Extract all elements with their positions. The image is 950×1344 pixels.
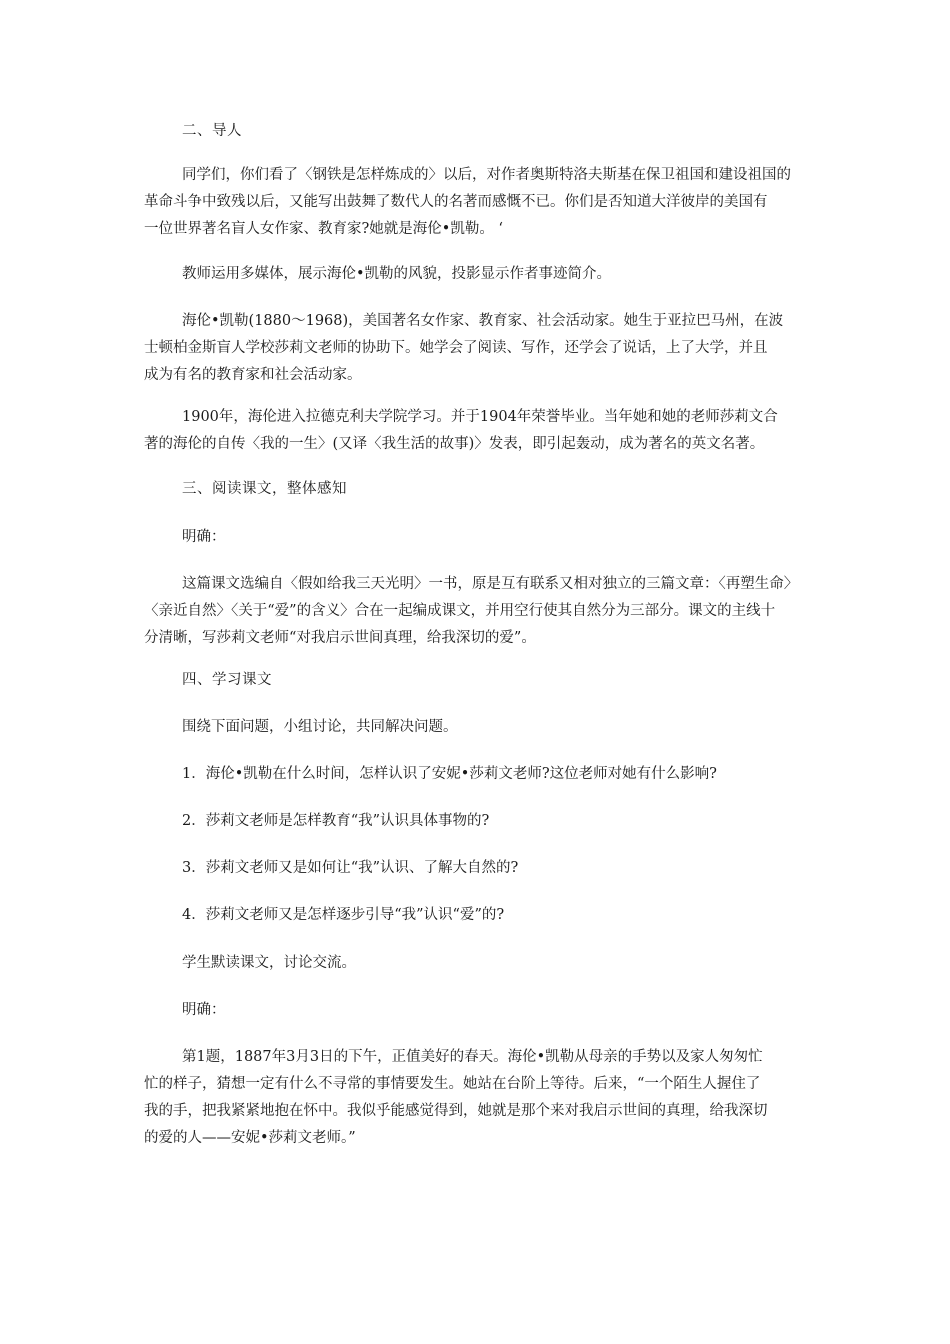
paragraph-p1 <box>144 162 808 243</box>
text-line: 一位世界著名盲人女作家、教育家?她就是海伦•凯勒。 ‘ <box>144 221 504 237</box>
text-line: 明确： <box>182 1002 226 1018</box>
paragraph-p3 <box>144 308 808 389</box>
text-line: 教师运用多媒体，展示海伦•凯勒的风貌，投影显示作者事迹简介。 <box>182 266 612 282</box>
section-heading-s4 <box>144 667 808 694</box>
text-line: 围绕下面问题，小组讨论，共同解决问题。 <box>182 719 458 735</box>
paragraph-q2 <box>144 808 808 835</box>
paragraph-q3 <box>144 855 808 882</box>
paragraph-p7 <box>144 714 808 741</box>
text-line: 4．莎莉文老师又是怎样逐步引导“我”认识“爱”的? <box>182 907 505 923</box>
text-line: 成为有名的教育家和社会活动家。 <box>144 367 362 383</box>
paragraph-p2 <box>144 261 808 288</box>
paragraph-p4 <box>144 404 808 458</box>
text-line: 3．莎莉文老师又是如何让“我”认识、了解大自然的? <box>182 860 519 876</box>
text-line: 革命斗争中致残以后，又能写出鼓舞了数代人的名著而感慨不已。你们是否知道大洋彼岸的美国有 <box>144 194 768 210</box>
section-heading-s3 <box>144 476 808 503</box>
paragraph-p10 <box>144 1044 808 1152</box>
text-line: 的爱的人——安妮•莎莉文老师。” <box>144 1130 356 1146</box>
paragraph-q4 <box>144 902 808 929</box>
section-heading-s2 <box>144 118 808 145</box>
text-line: 同学们，你们看了〈钢铁是怎样炼成的〉以后，对作者奥斯特洛夫斯基在保卫祖国和建设祖国的 <box>182 167 791 183</box>
text-line: 2．莎莉文老师是怎样教育“我”认识具体事物的? <box>182 813 490 829</box>
text-line: 分清晰，写莎莉文老师“对我启示世间真理，给我深切的爱”。 <box>144 630 536 646</box>
text-line: 士顿柏金斯盲人学校莎莉文老师的协助下。她学会了阅读、写作，还学会了说话，上了大学，并且 <box>144 340 768 356</box>
paragraph-p5 <box>144 524 808 551</box>
text-line: 二、导人 <box>182 123 242 139</box>
text-line: 1900年，海伦进入拉德克利夫学院学习。并于1904年荣誉毕业。当年她和她的老师莎莉文合 <box>182 409 778 425</box>
text-line: 三、阅读课文，整体感知 <box>182 481 347 497</box>
text-line: 四、学习课文 <box>182 672 272 688</box>
text-line: 第1题，1887年3月3日的下午，正值美好的春天。海伦•凯勒从母亲的手势以及家人匆匆忙 <box>182 1049 763 1065</box>
text-line: 忙的样子，猜想一定有什么不寻常的事情要发生。她站在台阶上等待。后来，“一个陌生人握住了 <box>144 1076 761 1092</box>
paragraph-p6 <box>144 571 808 652</box>
text-line: 明确： <box>182 529 226 545</box>
paragraph-p9 <box>144 997 808 1024</box>
text-line: 学生默读课文，讨论交流。 <box>182 955 356 971</box>
text-line: 1．海伦•凯勒在什么时间，怎样认识了安妮•莎莉文老师?这位老师对她有什么影响? <box>182 766 717 782</box>
paragraph-q1 <box>144 761 808 788</box>
text-line: 〈亲近自然〉〈关于“爱”的含义〉合在一起编成课文，并用空行使其自然分为三部分。课文的主线十 <box>144 603 776 619</box>
text-line: 海伦•凯勒(1880～1968)，美国著名女作家、教育家、社会活动家。她生于亚拉巴马州，在波 <box>182 313 784 329</box>
text-line: 这篇课文选编自〈假如给我三天光明〉一书，原是互有联系又相对独立的三篇文章：〈再塑生命〉 <box>182 576 799 592</box>
text-line: 我的手，把我紧紧地抱在怀中。我似乎能感觉得到，她就是那个来对我启示世间的真理，给我深切 <box>144 1103 768 1119</box>
text-line: 著的海伦的自传〈我的一生〉(又译〈我生活的故事)〉发表，即引起轰动，成为著名的英文名著。 <box>144 436 765 452</box>
paragraph-p8 <box>144 950 808 977</box>
